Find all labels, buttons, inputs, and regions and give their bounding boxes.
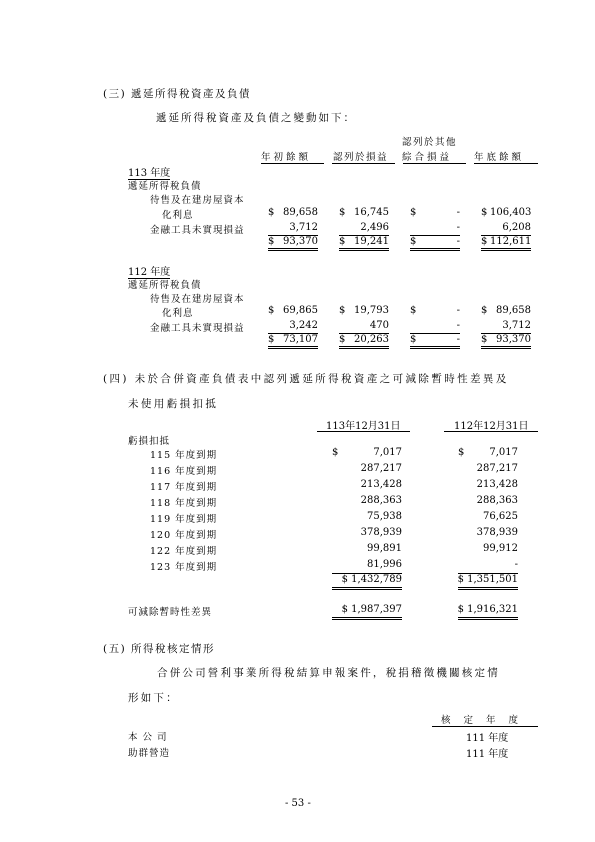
dollar-sign: $ — [410, 305, 417, 316]
value-cell: 6,208 — [502, 222, 531, 233]
value-cell: 3,712 — [289, 222, 318, 233]
dollar-sign: $ — [481, 236, 488, 247]
loss-row-label: 120 年度到期 — [150, 530, 218, 541]
group-label: 遞延所得稅負債 — [128, 181, 202, 192]
total-cell: 19,241 — [354, 236, 389, 247]
assessed-year-value: 111 年度 — [466, 749, 509, 760]
total-rule — [268, 248, 318, 251]
loss-row-label: 117 年度到期 — [150, 482, 218, 493]
dollar-sign: $ — [268, 334, 275, 345]
section-5-paragraph: 合併公司營利事業所得稅結算申報案件，稅捐稽徵機關核定情 — [157, 667, 500, 679]
loss-row-value-2023: 288,363 — [476, 495, 518, 506]
dollar-sign: $ — [268, 207, 275, 218]
item-label: 化利息 — [162, 308, 194, 319]
col-rule — [474, 163, 538, 164]
col-header-2023: 112年12月31日 — [454, 421, 529, 432]
total-cell: 112,611 — [490, 236, 532, 247]
value-cell: - — [456, 222, 460, 233]
entity-label: 助群營造 — [128, 748, 171, 759]
total-cell: - — [456, 236, 460, 247]
total-rule — [458, 617, 518, 620]
value-cell: 16,745 — [354, 207, 389, 218]
col-rule — [261, 163, 324, 164]
loss-row-label: 123 年度到期 — [150, 562, 218, 573]
loss-row-value-2023: 7,017 — [489, 447, 518, 458]
section-4-heading-cont: 未使用虧損扣抵 — [128, 398, 219, 410]
total-rule — [410, 248, 460, 251]
value-cell: 3,712 — [502, 320, 531, 331]
loss-row-value-2024: 378,939 — [360, 527, 402, 538]
dollar-sign: $ — [332, 447, 339, 458]
dollar-sign: $ — [481, 207, 488, 218]
section-3-intro: 遞延所得稅資產及負債之變動如下： — [156, 112, 356, 124]
col-rule — [444, 431, 538, 432]
total-rule — [458, 587, 518, 590]
loss-row-value-2024: 81,996 — [367, 559, 402, 570]
loss-row-label: 116 年度到期 — [150, 466, 218, 477]
value-cell: 3,242 — [289, 320, 318, 331]
assessed-year-value: 111 年度 — [466, 733, 509, 744]
loss-row-value-2024: 287,217 — [360, 463, 402, 474]
dollar-sign: $ — [339, 305, 346, 316]
deductible-diff-cell: $ 1,987,397 — [341, 604, 402, 615]
loss-row-label: 122 年度到期 — [150, 546, 218, 557]
loss-row-value-2023: 378,939 — [476, 527, 518, 538]
dollar-sign: $ — [410, 236, 417, 247]
loss-row-value-2024: 75,938 — [367, 511, 402, 522]
dollar-sign: $ — [481, 305, 488, 316]
year-113-label: 113 年度 — [128, 164, 170, 180]
section-3-heading: (三) 遞延所得稅資產及負債 — [103, 88, 252, 100]
total-cell: 93,370 — [283, 236, 318, 247]
dollar-sign: $ — [458, 447, 465, 458]
total-rule — [339, 248, 389, 251]
loss-row-value-2024: 213,428 — [360, 479, 402, 490]
loss-row-value-2024: 288,363 — [360, 495, 402, 506]
total-rule — [332, 617, 402, 620]
value-cell: - — [456, 305, 460, 316]
loss-row-label: 118 年度到期 — [150, 498, 218, 509]
col-rule — [317, 431, 410, 432]
loss-row-value-2024: 99,891 — [367, 543, 402, 554]
section-4-heading: (四) 未於合併資產負債表中認列遞延所得稅資產之可減除暫時性差異及 — [103, 373, 509, 385]
dollar-sign: $ — [481, 334, 488, 345]
section-5-paragraph-cont: 形如下： — [128, 692, 179, 704]
year-112-label: 112 年度 — [128, 263, 170, 279]
total-rule — [410, 346, 460, 349]
total-cell: 93,370 — [496, 334, 531, 345]
subtotal-cell: $ 1,351,501 — [457, 574, 518, 585]
col-rule — [403, 163, 466, 164]
col-header-2024: 113年12月31日 — [326, 421, 401, 432]
col-header-oci-line1: 認列於其他 — [402, 137, 458, 148]
loss-row-value-2023: 99,912 — [483, 543, 518, 554]
col-header-pl: 認列於損益 — [333, 152, 389, 163]
dollar-sign: $ — [339, 236, 346, 247]
loss-row-value-2024: 7,017 — [373, 447, 402, 458]
col-header-oci-line2: 綜合損益 — [402, 152, 453, 163]
total-cell: - — [456, 334, 460, 345]
value-cell: - — [456, 207, 460, 218]
value-cell: 89,658 — [283, 207, 318, 218]
page-number: - 53 - — [285, 798, 311, 809]
value-cell: 106,403 — [490, 207, 532, 218]
total-rule — [339, 346, 389, 349]
group-label: 虧損扣抵 — [128, 436, 171, 447]
section-5-heading: (五) 所得稅核定情形 — [103, 643, 216, 655]
loss-row-label: 115 年度到期 — [150, 450, 218, 461]
col-header-opening: 年初餘額 — [261, 152, 312, 163]
item-label: 待售及在建房屋資本 — [150, 294, 245, 305]
value-cell: 470 — [369, 320, 389, 331]
deductible-diff-cell: $ 1,916,321 — [457, 604, 518, 615]
total-rule — [481, 248, 531, 251]
dollar-sign: $ — [410, 334, 417, 345]
loss-row-label: 119 年度到期 — [150, 514, 218, 525]
total-cell: 73,107 — [283, 334, 318, 345]
item-label: 金融工具未實現損益 — [150, 225, 245, 236]
total-rule — [268, 346, 318, 349]
deductible-diff-label: 可減除暫時性差異 — [128, 607, 213, 618]
total-rule — [332, 587, 402, 590]
loss-row-value-2023: - — [514, 559, 518, 570]
item-label: 待售及在建房屋資本 — [150, 195, 245, 206]
dollar-sign: $ — [268, 236, 275, 247]
total-rule — [481, 346, 531, 349]
loss-row-value-2023: 213,428 — [476, 479, 518, 490]
col-rule — [332, 163, 395, 164]
value-cell: - — [456, 320, 460, 331]
col-header-closing: 年底餘額 — [474, 152, 525, 163]
loss-row-value-2023: 76,625 — [483, 511, 518, 522]
dollar-sign: $ — [410, 207, 417, 218]
value-cell: 89,658 — [496, 305, 531, 316]
group-label: 遞延所得稅負債 — [128, 280, 202, 291]
dollar-sign: $ — [268, 305, 275, 316]
value-cell: 19,793 — [354, 305, 389, 316]
entity-label: 本 公 司 — [128, 732, 168, 743]
value-cell: 69,865 — [283, 305, 318, 316]
dollar-sign: $ — [339, 207, 346, 218]
subtotal-cell: $ 1,432,789 — [341, 574, 402, 585]
dollar-sign: $ — [339, 334, 346, 345]
item-label: 金融工具未實現損益 — [150, 323, 245, 334]
total-cell: 20,263 — [354, 334, 389, 345]
item-label: 化利息 — [162, 210, 194, 221]
col-rule — [432, 726, 538, 727]
value-cell: 2,496 — [360, 222, 389, 233]
col-header-assessed-year: 核 定 年 度 — [441, 715, 524, 726]
loss-row-value-2023: 287,217 — [476, 463, 518, 474]
